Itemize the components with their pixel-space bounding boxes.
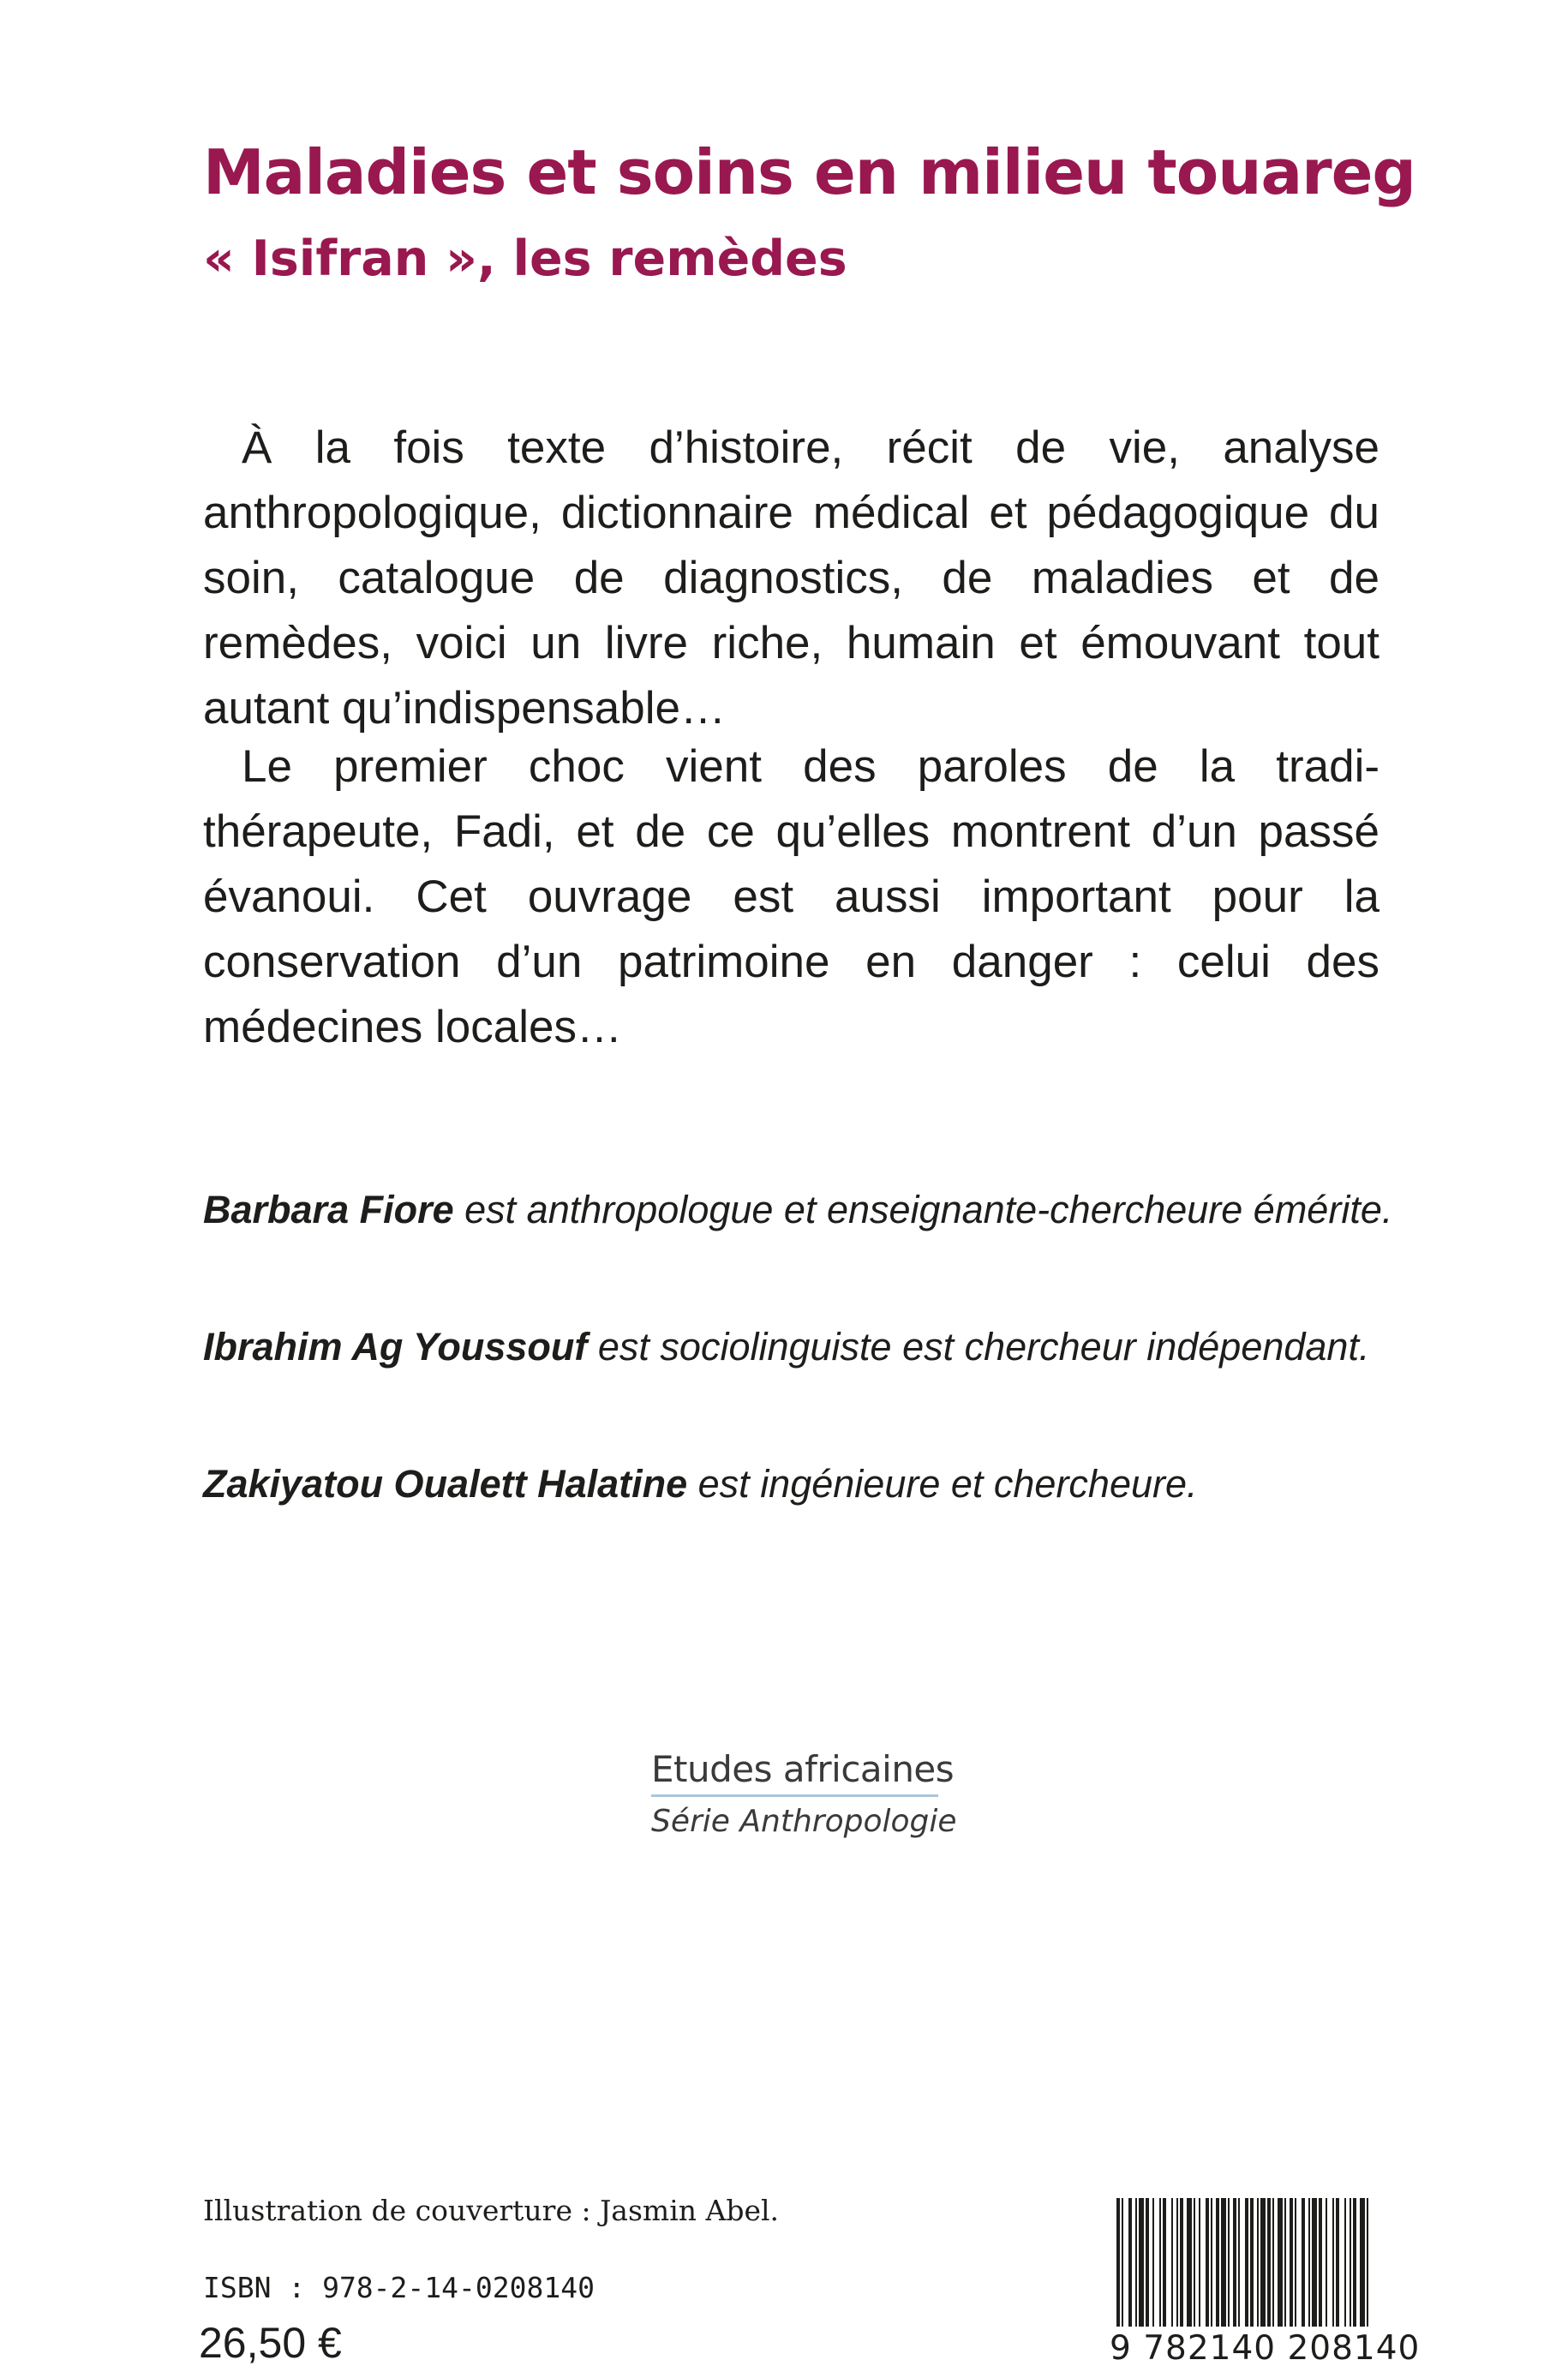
barcode-bar: [1163, 2198, 1166, 2328]
barcode-bar: [1180, 2198, 1183, 2328]
barcode-bar: [1199, 2198, 1200, 2328]
barcode-bar: [1290, 2198, 1293, 2344]
barcode-bar: [1267, 2198, 1271, 2328]
author-bio: [203, 1461, 1198, 1507]
barcode-digits: 9 782140 208140: [1110, 2327, 1375, 2371]
barcode-bar: [1187, 2198, 1192, 2328]
barcode-bar: [1257, 2198, 1259, 2328]
barcode-bar: [1135, 2198, 1137, 2328]
barcode-bar: [1278, 2198, 1283, 2328]
book-subtitle: « Isifran », les remèdes: [203, 231, 847, 287]
barcode-bar: [1211, 2198, 1212, 2328]
barcode-bar: [1146, 2198, 1149, 2328]
isbn: ISBN : 978-2-14-0208140: [203, 2271, 595, 2304]
barcode-bar: [1171, 2198, 1173, 2328]
barcode-bar: [1326, 2198, 1327, 2328]
barcode-bar: [1233, 2198, 1236, 2328]
barcode-bar: [1367, 2198, 1368, 2344]
barcode-bar: [1360, 2198, 1365, 2328]
barcode-bar: [1308, 2198, 1310, 2328]
author-description: est sociolinguiste est chercheur indépendant.: [597, 1325, 1370, 1369]
barcode-bar: [1295, 2198, 1296, 2328]
series-divider: [651, 1794, 938, 1797]
barcode-bar: [1312, 2198, 1317, 2328]
author-description: est anthropologue et enseignante-chercheure émérite.: [464, 1188, 1393, 1231]
barcode-bar: [1116, 2198, 1120, 2344]
barcode-bar: [1194, 2198, 1195, 2328]
barcode-bar: [1272, 2198, 1274, 2328]
barcode-bar: [1122, 2198, 1123, 2344]
barcode-bar: [1176, 2198, 1178, 2328]
barcode-bar: [1350, 2198, 1351, 2328]
barcode-bar: [1344, 2198, 1346, 2328]
author-name: Barbara Fiore: [203, 1188, 454, 1231]
series-label: [651, 1748, 957, 1842]
author-bio: [203, 1324, 1369, 1370]
barcode-bar: [1336, 2198, 1339, 2328]
barcode-bar: [1284, 2198, 1286, 2328]
barcode-bar: [1319, 2198, 1322, 2328]
barcode-bar: [1206, 2198, 1209, 2328]
barcode-bar: [1245, 2198, 1248, 2328]
series-name: Etudes africaines: [651, 1748, 955, 1790]
series-subseries: Série Anthropologie: [651, 1804, 957, 1840]
barcode-bar: [1152, 2198, 1154, 2328]
barcode-bar: [1216, 2198, 1219, 2328]
author-name: Ibrahim Ag Youssouf: [203, 1325, 588, 1369]
barcode-bar: [1128, 2198, 1132, 2328]
author-bio: [203, 1187, 1392, 1233]
barcode-bar: [1238, 2198, 1240, 2328]
author-name: Zakiyatou Oualett Halatine: [203, 1462, 688, 1506]
blurb-paragraph: À la fois texte d’histoire, récit de vie, analyse anthropologique, dictionnaire médical et pédagogique du soin, catalogue de diagnostics, de maladies et de remèdes, voici un livre riche, humain et émouvant tout autant qu’indispensable…: [203, 422, 1379, 734]
barcode-bar: [1353, 2198, 1356, 2328]
barcode-bar: [1260, 2198, 1266, 2328]
barcode-bar: [1221, 2198, 1226, 2328]
book-title: Maladies et soins en milieu touareg: [203, 136, 1415, 208]
illustration-credit: Illustration de couverture : Jasmin Abel.: [203, 2194, 780, 2227]
barcode-bar: [1228, 2198, 1230, 2328]
barcode-bar: [1302, 2198, 1305, 2328]
author-description: est ingénieure et chercheure.: [697, 1462, 1198, 1506]
price: 26,50 €: [199, 2319, 342, 2367]
blurb-paragraph: Le premier choc vient des paroles de la tradi-thérapeute, Fadi, et de ce qu’elles montrent d’un passé évanoui. Cet ouvrage est aussi important pour la conservation d’un patrimoine en danger : celui des médecines locales…: [203, 741, 1379, 1052]
barcode-bar: [1139, 2198, 1144, 2328]
barcode-bar: [1250, 2198, 1254, 2328]
barcode-bar: [1332, 2198, 1334, 2328]
barcode: [1110, 2198, 1421, 2374]
barcode-bar: [1159, 2198, 1161, 2328]
